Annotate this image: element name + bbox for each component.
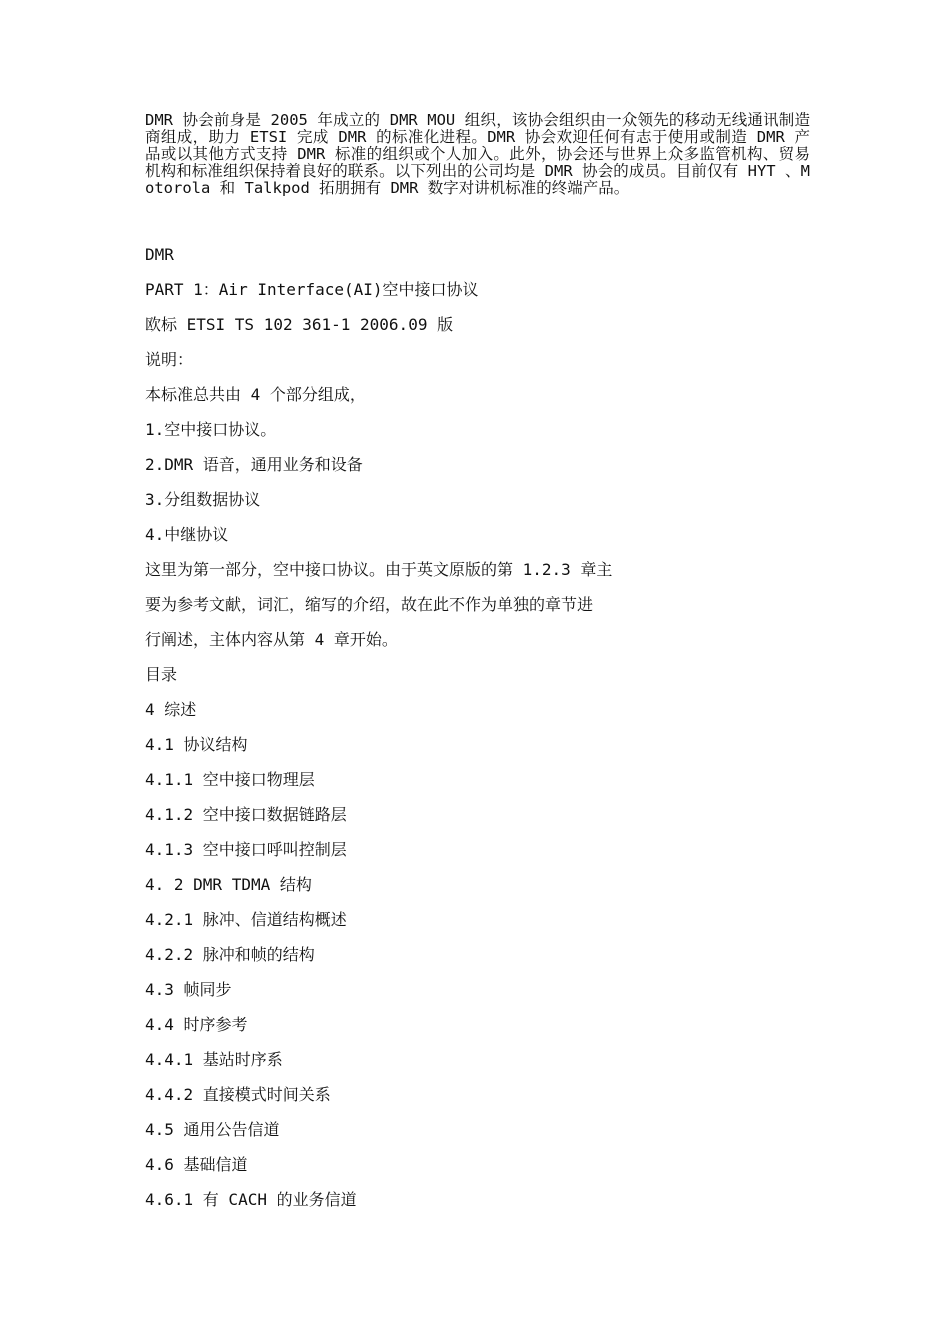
intro-paragraph: DMR 协会前身是 2005 年成立的 DMR MOU 组织，该协会组织由一众领先的移动无线通讯制造商组成，助力 ETSI 完成 DMR 的标准化进程。DMR 协会欢迎任何有志于使用或制造 DMR 产品或以其他方式支持 DMR 标准的组织或个人加入。此外，协会还与世界上众多监管机构、贸易机构和标准组织保持着良好的联系。以下列出的公司均是 DMR 协会的成员。目前仅有 HYT 、Motorola 和 Talkpod 拓朋拥有 DMR 数字对讲机标准的终端产品。 <box>145 111 810 197</box>
toc-item: 4.2.1 脉冲、信道结构概述 <box>145 910 347 929</box>
toc-item: 4.4.1 基站时序系 <box>145 1050 283 1069</box>
toc-item: 4.4 时序参考 <box>145 1015 248 1034</box>
line-explanation-1: 这里为第一部分，空中接口协议。由于英文原版的第 1.2.3 章主 <box>145 560 613 579</box>
line-explanation-3: 行阐述，主体内容从第 4 章开始。 <box>145 630 398 649</box>
toc-item: 4.6.1 有 CACH 的业务信道 <box>145 1190 357 1209</box>
line-notes-heading: 说明： <box>145 350 194 369</box>
line-part-2: 2.DMR 语音，通用业务和设备 <box>145 455 363 474</box>
toc-item: 4.1 协议结构 <box>145 735 248 754</box>
toc-item: 4.4.2 直接模式时间关系 <box>145 1085 331 1104</box>
line-part1-title: PART 1：Air Interface(AI)空中接口协议 <box>145 280 479 299</box>
toc-item: 4.1.2 空中接口数据链路层 <box>145 805 347 824</box>
toc-item: 4.1.3 空中接口呼叫控制层 <box>145 840 347 859</box>
line-part-1: 1.空中接口协议。 <box>145 420 277 439</box>
line-dmr: DMR <box>145 245 174 264</box>
toc-heading: 目录 <box>145 665 178 684</box>
document-lines <box>145 244 810 1224</box>
toc-item: 4.3 帧同步 <box>145 980 232 999</box>
toc-item: 4.2.2 脉冲和帧的结构 <box>145 945 315 964</box>
toc-item: 4.6 基础信道 <box>145 1155 248 1174</box>
line-part-3: 3.分组数据协议 <box>145 490 261 509</box>
line-parts-intro: 本标准总共由 4 个部分组成， <box>145 385 366 404</box>
toc-item: 4.1.1 空中接口物理层 <box>145 770 315 789</box>
line-part-4: 4.中继协议 <box>145 525 229 544</box>
toc-item: 4 综述 <box>145 700 197 719</box>
line-explanation-2: 要为参考文献，词汇，缩写的介绍，故在此不作为单独的章节进 <box>145 595 594 614</box>
toc-item: 4.5 通用公告信道 <box>145 1120 280 1139</box>
toc-item: 4. 2 DMR TDMA 结构 <box>145 875 312 894</box>
line-standard-version: 欧标 ETSI TS 102 361-1 2006.09 版 <box>145 315 454 334</box>
